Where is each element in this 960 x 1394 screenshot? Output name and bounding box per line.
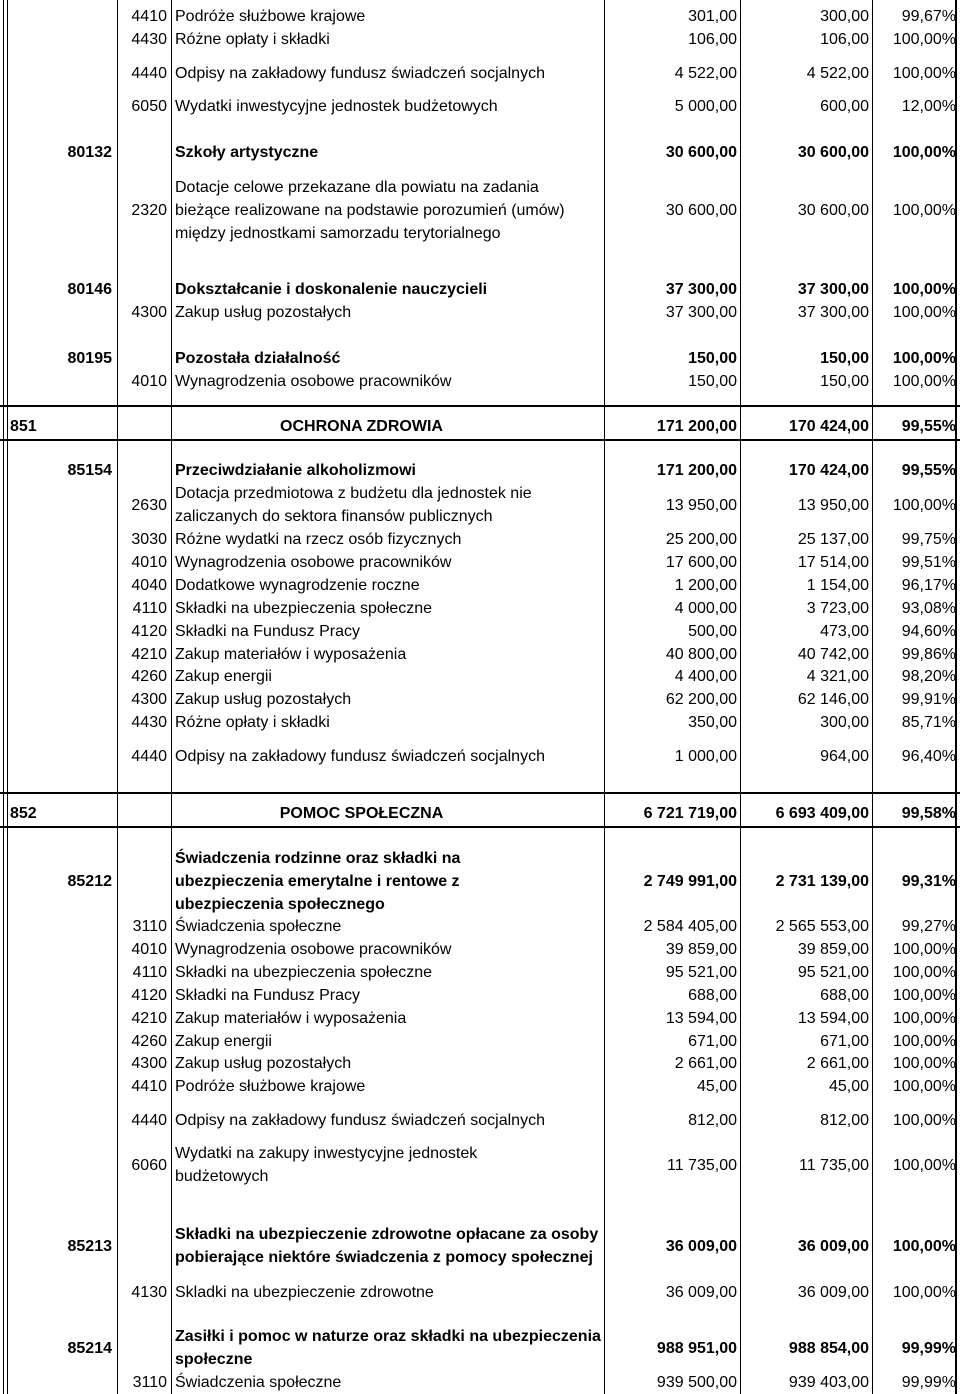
percent-value: 100,00% — [892, 963, 956, 981]
item-description: Wydatki na zakupy inwestycyjne jednostek budżetowych — [175, 1145, 478, 1185]
table-row — [0, 1372, 960, 1392]
percent-value: 99,51% — [901, 553, 956, 571]
section-code: 80132 — [67, 143, 112, 161]
percent-value: 85,71% — [901, 713, 956, 731]
section-code: 85213 — [67, 1237, 112, 1255]
exec-value: 37 300,00 — [797, 280, 869, 298]
section-code: 80195 — [67, 349, 112, 367]
item-description: Różne opłaty i składki — [175, 713, 330, 731]
item-description: Podróże służbowe krajowe — [175, 7, 366, 25]
account-code: 4110 — [132, 599, 167, 617]
exec-value: 170 424,00 — [788, 461, 869, 479]
plan-value: 95 521,00 — [665, 963, 737, 981]
exec-value: 2 661,00 — [806, 1054, 869, 1072]
table-row — [0, 1031, 960, 1051]
exec-value: 25 137,00 — [797, 530, 869, 548]
chapter-row — [0, 416, 960, 436]
plan-value: 500,00 — [688, 622, 737, 640]
table-row — [0, 916, 960, 936]
percent-value: 100,00% — [892, 986, 956, 1004]
account-code: 4440 — [131, 747, 167, 765]
section-row — [0, 1325, 960, 1371]
account-code: 4210 — [131, 1009, 167, 1027]
exec-value: 3 723,00 — [806, 599, 869, 617]
exec-value: 688,00 — [820, 986, 869, 1004]
account-code: 4010 — [131, 372, 167, 390]
exec-value: 11 735,00 — [799, 1156, 869, 1174]
plan-value: 150,00 — [688, 349, 737, 367]
plan-value: 30 600,00 — [665, 201, 737, 219]
percent-value: 100,00% — [892, 1009, 956, 1027]
item-description: Odpisy na zakładowy fundusz świadczeń socjalnych — [175, 747, 545, 765]
table-row — [0, 1110, 960, 1130]
account-code: 4440 — [131, 64, 167, 82]
plan-value: 17 600,00 — [665, 553, 737, 571]
exec-value: 37 300,00 — [797, 303, 869, 321]
percent-value: 100,00% — [892, 1077, 956, 1095]
percent-value: 99,31% — [901, 872, 956, 890]
exec-value: 2 731 139,00 — [775, 872, 869, 890]
section-row — [0, 1211, 960, 1281]
table-row — [0, 302, 960, 322]
plan-value: 36 009,00 — [665, 1283, 737, 1301]
exec-value: 2 565 553,00 — [775, 917, 869, 935]
table-row — [0, 666, 960, 686]
percent-value: 12,00% — [901, 97, 956, 115]
exec-value: 300,00 — [820, 713, 869, 731]
section-row — [0, 279, 960, 299]
item-description: Skladki na ubezpieczenie zdrowotne — [175, 1283, 434, 1301]
plan-value: 6 721 719,00 — [643, 804, 737, 822]
exec-value: 170 424,00 — [788, 417, 869, 435]
item-description: Dotacje celowe przekazane dla powiatu na zadania bieżące realizowane na podstawie porozumień (umów) między jednostkami samorzadu terytorialnego — [175, 178, 565, 242]
item-description: Składki na Fundusz Pracy — [175, 622, 360, 640]
plan-value: 2 661,00 — [674, 1054, 737, 1072]
percent-value: 100,00% — [892, 940, 956, 958]
exec-value: 30 600,00 — [797, 201, 869, 219]
plan-value: 2 749 991,00 — [643, 872, 737, 890]
item-description: Zakup energii — [175, 667, 272, 685]
plan-value: 171 200,00 — [656, 461, 737, 479]
exec-value: 39 859,00 — [797, 940, 869, 958]
account-code: 4300 — [131, 1054, 167, 1072]
account-code: 4210 — [131, 645, 167, 663]
plan-value: 30 600,00 — [665, 143, 737, 161]
item-description: Świadczenia społeczne — [175, 1373, 342, 1391]
exec-value: 36 009,00 — [797, 1237, 869, 1255]
item-description: Różne wydatki na rzecz osób fizycznych — [175, 530, 462, 548]
exec-value: 106,00 — [820, 30, 869, 48]
account-code: 4410 — [131, 7, 167, 25]
percent-value: 100,00% — [892, 1237, 956, 1255]
plan-value: 5 000,00 — [674, 97, 737, 115]
plan-value: 988 951,00 — [656, 1339, 737, 1357]
exec-value: 964,00 — [820, 747, 869, 765]
exec-value: 4 522,00 — [806, 64, 869, 82]
chapter-852-rule-bottom — [0, 826, 960, 828]
item-description: Odpisy na zakładowy fundusz świadczeń socjalnych — [175, 1111, 545, 1129]
account-code: 4430 — [131, 713, 167, 731]
exec-value: 36 009,00 — [797, 1283, 869, 1301]
table-row — [0, 1053, 960, 1073]
account-code: 4040 — [131, 576, 167, 594]
percent-value: 99,99% — [901, 1373, 956, 1391]
percent-value: 100,00% — [892, 1032, 956, 1050]
percent-value: 99,67% — [901, 7, 956, 25]
percent-value: 96,17% — [901, 576, 956, 594]
table-row — [0, 96, 960, 116]
exec-value: 62 146,00 — [797, 690, 869, 708]
exec-value: 812,00 — [820, 1111, 869, 1129]
plan-value: 37 300,00 — [665, 303, 737, 321]
table-row — [0, 621, 960, 641]
account-code: 4010 — [131, 553, 167, 571]
item-description: Różne opłaty i składki — [175, 30, 330, 48]
account-code: 4300 — [131, 690, 167, 708]
exec-value: 939 403,00 — [788, 1373, 869, 1391]
account-code: 6050 — [131, 97, 167, 115]
table-row — [0, 644, 960, 664]
item-description: Składki na ubezpieczenia społeczne — [175, 963, 433, 981]
chapter-code: 852 — [10, 804, 37, 822]
chapter-title: OCHRONA ZDROWIA — [280, 417, 443, 435]
item-description: Odpisy na zakładowy fundusz świadczeń socjalnych — [175, 64, 545, 82]
plan-value: 4 000,00 — [674, 599, 737, 617]
section-title: Świadczenia rodzinne oraz składki na ubezpieczenia emerytalne i rentowe z ubezpieczenia społecznego — [175, 849, 461, 913]
percent-value: 100,00% — [892, 372, 956, 390]
chapter-851-rule-top — [0, 405, 960, 407]
section-title: Zasiłki i pomoc w naturze oraz składki na ubezpieczenia społeczne — [175, 1328, 601, 1368]
percent-value: 99,99% — [901, 1339, 956, 1357]
account-code: 4120 — [131, 986, 167, 1004]
plan-value: 301,00 — [688, 7, 737, 25]
section-title: Pozostała działalność — [175, 349, 341, 367]
plan-value: 62 200,00 — [665, 690, 737, 708]
plan-value: 4 400,00 — [674, 667, 737, 685]
plan-value: 939 500,00 — [656, 1373, 737, 1391]
plan-value: 1 200,00 — [674, 576, 737, 594]
percent-value: 94,60% — [901, 622, 956, 640]
item-description: Składki na ubezpieczenia społeczne — [175, 599, 433, 617]
account-code: 2320 — [131, 201, 167, 219]
percent-value: 100,00% — [892, 201, 956, 219]
table-row — [0, 166, 960, 254]
item-description: Zakup usług pozostałych — [175, 1054, 352, 1072]
exec-value: 473,00 — [820, 622, 869, 640]
table-row — [0, 598, 960, 618]
table-row — [0, 575, 960, 595]
table-row — [0, 985, 960, 1005]
exec-value: 300,00 — [820, 7, 869, 25]
percent-value: 99,27% — [901, 917, 956, 935]
section-code: 80146 — [67, 280, 112, 298]
item-description: Świadczenia społeczne — [175, 917, 342, 935]
table-row — [0, 63, 960, 83]
table-row — [0, 1143, 960, 1187]
percent-value: 100,00% — [892, 496, 956, 514]
account-code: 3030 — [131, 530, 167, 548]
exec-value: 4 321,00 — [806, 667, 869, 685]
plan-value: 2 584 405,00 — [643, 917, 737, 935]
account-code: 6060 — [131, 1156, 167, 1174]
section-title: Dokształcanie i doskonalenie nauczycieli — [175, 280, 488, 298]
table-row — [0, 529, 960, 549]
plan-value: 812,00 — [688, 1111, 737, 1129]
exec-value: 150,00 — [820, 372, 869, 390]
percent-value: 99,55% — [901, 461, 956, 479]
section-title: Składki na ubezpieczenie zdrowotne opłacane za osoby pobierające niektóre świadczenia z pomocy społecznej — [175, 1226, 599, 1266]
plan-value: 11 735,00 — [667, 1156, 737, 1174]
percent-value: 100,00% — [892, 143, 956, 161]
section-row — [0, 846, 960, 916]
percent-value: 100,00% — [892, 280, 956, 298]
plan-value: 671,00 — [688, 1032, 737, 1050]
item-description: Zakup usług pozostałych — [175, 690, 352, 708]
section-title: Szkoły artystyczne — [175, 143, 319, 161]
percent-value: 100,00% — [892, 1054, 956, 1072]
percent-value: 96,40% — [901, 747, 956, 765]
plan-value: 106,00 — [688, 30, 737, 48]
account-code: 4260 — [131, 1032, 167, 1050]
item-description: Składki na Fundusz Pracy — [175, 986, 360, 1004]
chapter-row — [0, 803, 960, 823]
item-description: Wydatki inwestycyjne jednostek budżetowych — [175, 97, 498, 115]
table-row — [0, 483, 960, 527]
account-code: 4300 — [131, 303, 167, 321]
table-row — [0, 746, 960, 766]
exec-value: 45,00 — [828, 1077, 869, 1095]
table-row — [0, 689, 960, 709]
exec-value: 150,00 — [820, 349, 869, 367]
exec-value: 671,00 — [820, 1032, 869, 1050]
plan-value: 4 522,00 — [674, 64, 737, 82]
exec-value: 1 154,00 — [806, 576, 869, 594]
section-row — [0, 348, 960, 368]
item-description: Zakup materiałów i wyposażenia — [175, 1009, 407, 1027]
chapter-title: POMOC SPOŁECZNA — [279, 804, 444, 822]
exec-value: 13 950,00 — [797, 496, 869, 514]
plan-value: 150,00 — [688, 372, 737, 390]
exec-value: 13 594,00 — [797, 1009, 869, 1027]
table-row — [0, 1076, 960, 1096]
percent-value: 99,91% — [901, 690, 956, 708]
percent-value: 99,58% — [901, 804, 956, 822]
table-row — [0, 371, 960, 391]
account-code: 4440 — [131, 1111, 167, 1129]
plan-value: 13 950,00 — [665, 496, 737, 514]
account-code: 2630 — [131, 496, 167, 514]
exec-value: 600,00 — [820, 97, 869, 115]
percent-value: 99,55% — [901, 417, 956, 435]
percent-value: 99,75% — [901, 530, 956, 548]
table-row — [0, 1008, 960, 1028]
account-code: 4010 — [131, 940, 167, 958]
account-code: 4410 — [131, 1077, 167, 1095]
item-description: Zakup energii — [175, 1032, 272, 1050]
account-code: 4120 — [131, 622, 167, 640]
account-code: 4430 — [131, 30, 167, 48]
plan-value: 13 594,00 — [665, 1009, 737, 1027]
plan-value: 40 800,00 — [665, 645, 737, 663]
chapter-852-rule-top — [0, 792, 960, 794]
table-row — [0, 939, 960, 959]
item-description: Wynagrodzenia osobowe pracowników — [175, 372, 452, 390]
exec-value: 30 600,00 — [797, 143, 869, 161]
chapter-851-rule-bottom — [0, 439, 960, 441]
plan-value: 350,00 — [688, 713, 737, 731]
table-row — [0, 29, 960, 49]
plan-value: 45,00 — [696, 1077, 737, 1095]
account-code: 3110 — [132, 1373, 167, 1391]
exec-value: 6 693 409,00 — [775, 804, 869, 822]
item-description: Dodatkowe wynagrodzenie roczne — [175, 576, 420, 594]
section-title: Przeciwdziałanie alkoholizmowi — [175, 461, 416, 479]
account-code: 4130 — [131, 1283, 167, 1301]
item-description: Wynagrodzenia osobowe pracowników — [175, 940, 452, 958]
plan-value: 171 200,00 — [656, 417, 737, 435]
account-code: 4110 — [132, 963, 167, 981]
exec-value: 988 854,00 — [788, 1339, 869, 1357]
plan-value: 37 300,00 — [665, 280, 737, 298]
percent-value: 98,20% — [901, 667, 956, 685]
percent-value: 100,00% — [892, 64, 956, 82]
section-code: 85154 — [67, 461, 112, 479]
table-row — [0, 712, 960, 732]
item-description: Zakup materiałów i wyposażenia — [175, 645, 407, 663]
table-row — [0, 1282, 960, 1302]
percent-value: 93,08% — [901, 599, 956, 617]
percent-value: 100,00% — [892, 30, 956, 48]
item-description: Podróże służbowe krajowe — [175, 1077, 366, 1095]
percent-value: 100,00% — [892, 1111, 956, 1129]
plan-value: 1 000,00 — [674, 747, 737, 765]
table-row — [0, 962, 960, 982]
exec-value: 95 521,00 — [797, 963, 869, 981]
section-code: 85214 — [67, 1339, 112, 1357]
table-row — [0, 6, 960, 26]
percent-value: 100,00% — [892, 303, 956, 321]
item-description: Dotacja przedmiotowa z budżetu dla jednostek nie zaliczanych do sektora finansów publicznych — [175, 485, 532, 525]
table-row — [0, 552, 960, 572]
plan-value: 39 859,00 — [665, 940, 737, 958]
section-row — [0, 460, 960, 480]
plan-value: 36 009,00 — [665, 1237, 737, 1255]
percent-value: 100,00% — [892, 1283, 956, 1301]
percent-value: 100,00% — [892, 349, 956, 367]
exec-value: 40 742,00 — [797, 645, 869, 663]
percent-value: 100,00% — [892, 1156, 956, 1174]
item-description: Zakup usług pozostałych — [175, 303, 352, 321]
account-code: 4260 — [131, 667, 167, 685]
section-row — [0, 142, 960, 162]
exec-value: 17 514,00 — [797, 553, 869, 571]
section-code: 85212 — [67, 872, 112, 890]
chapter-code: 851 — [10, 417, 37, 435]
account-code: 3110 — [132, 917, 167, 935]
percent-value: 99,86% — [901, 645, 956, 663]
plan-value: 25 200,00 — [665, 530, 737, 548]
plan-value: 688,00 — [688, 986, 737, 1004]
item-description: Wynagrodzenia osobowe pracowników — [175, 553, 452, 571]
